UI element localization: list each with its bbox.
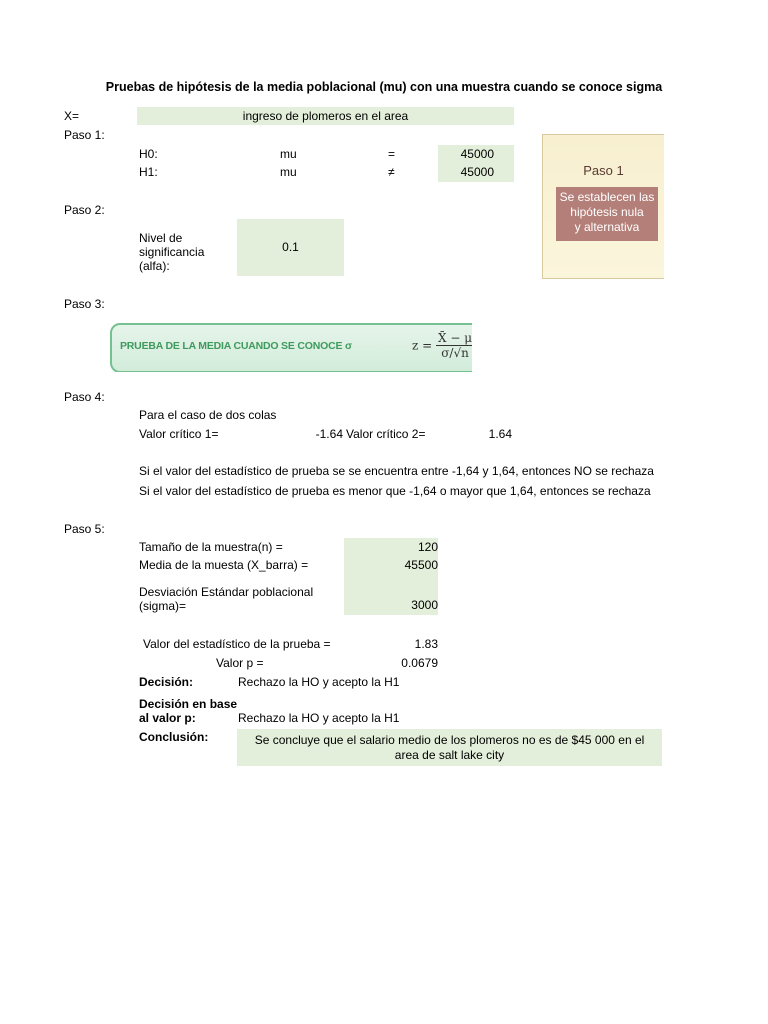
- sigma-label-l2: (sigma)=: [139, 599, 187, 613]
- nivel-label-l1: Nivel de: [139, 231, 183, 245]
- formula-banner: [110, 323, 472, 372]
- paso5-label: Paso 5:: [64, 522, 105, 536]
- decision-label: Decisión:: [139, 675, 194, 689]
- paso1-label: Paso 1:: [64, 128, 105, 142]
- z-formula-fraction: [436, 331, 472, 361]
- page-title: Pruebas de hipótesis de la media poblacional (mu) con una muestra cuando se conoce sigma: [105, 80, 663, 94]
- z-formula-denominator: σ/√n: [441, 346, 469, 360]
- conclusion-label: Conclusión:: [139, 730, 209, 744]
- alfa-value: 0.1: [282, 240, 299, 254]
- h0-name: H0:: [139, 147, 158, 161]
- xbar-label: Media de la muesta (X_barra) =: [139, 558, 309, 572]
- decision-value: Rechazo la HO y acepto la H1: [238, 675, 400, 689]
- p-value: 0.0679: [401, 656, 438, 670]
- formula-banner-text: PRUEBA DE LA MEDIA CUANDO SE CONOCE σ: [120, 340, 352, 352]
- sigma-label-l1: Desviación Estándar poblacional: [139, 585, 314, 599]
- paso1-image: [542, 134, 664, 279]
- h1-param: mu: [280, 165, 297, 179]
- rule1-clip: [0, 464, 662, 480]
- n-label: Tamaño de la muestra(n) =: [139, 540, 283, 554]
- paso1-image-line3: y alternativa: [574, 220, 640, 234]
- h0-op: =: [388, 147, 396, 161]
- z-formula-lhs: z =: [412, 338, 433, 353]
- paso1-image-line1: Se establecen las: [559, 190, 655, 204]
- paso1-image-box: [556, 187, 658, 241]
- stat-label: Valor del estadístico de la prueba =: [143, 637, 331, 651]
- crit2-value: 1.64: [488, 427, 512, 441]
- h1-name: H1:: [139, 165, 158, 179]
- rule1-text: Si el valor del estadístico de prueba se se encuentra entre -1,64 y 1,64, entonces NO se rechaza: [139, 464, 654, 478]
- nivel-label-l3: (alfa):: [139, 259, 170, 273]
- p-label: Valor p =: [216, 656, 264, 670]
- paso2-label: Paso 2:: [64, 203, 105, 217]
- x-label: X=: [64, 109, 80, 123]
- paso3-label: Paso 3:: [64, 297, 105, 311]
- x-value: ingreso de plomeros en el area: [242, 109, 409, 123]
- conclusion-line2: area de salt lake city: [394, 748, 505, 762]
- z-formula-numerator: X̄ − μ: [436, 331, 472, 346]
- z-formula: [412, 331, 472, 361]
- crit1-label: Valor crítico 1=: [139, 427, 219, 441]
- n-value: 120: [417, 540, 438, 554]
- formula-banner-clip: [108, 320, 472, 372]
- h0-value: 45000: [460, 147, 494, 161]
- paso4-label: Paso 4:: [64, 390, 105, 404]
- rule2-clip: [0, 484, 662, 500]
- crit1-value: -1.64: [315, 427, 343, 441]
- conclusion-line1: Se concluye que el salario medio de los plomeros no es de $45 000 en el: [254, 733, 645, 747]
- paso1-image-line2: hipótesis nula: [570, 205, 644, 219]
- decision-p-value: Rechazo la HO y acepto la H1: [238, 711, 400, 725]
- xbar-value: 45500: [404, 558, 438, 572]
- h1-op: ≠: [388, 165, 395, 179]
- h0-param: mu: [280, 147, 297, 161]
- paso1-image-title: Paso 1: [583, 163, 624, 178]
- caso-text: Para el caso de dos colas: [139, 408, 277, 422]
- nivel-label-l2: significancia: [139, 245, 205, 259]
- decision-p-label-l1: Decisión en base: [139, 697, 238, 711]
- crit2-label: Valor crítico 2=: [346, 427, 426, 441]
- h1-value: 45000: [460, 165, 494, 179]
- rule2-text: Si el valor del estadístico de prueba es menor que -1,64 o mayor que 1,64, entonces se rechaza: [139, 484, 651, 498]
- stat-value: 1.83: [414, 637, 438, 651]
- sigma-value: 3000: [411, 598, 438, 612]
- decision-p-label-l2: al valor p:: [139, 711, 196, 725]
